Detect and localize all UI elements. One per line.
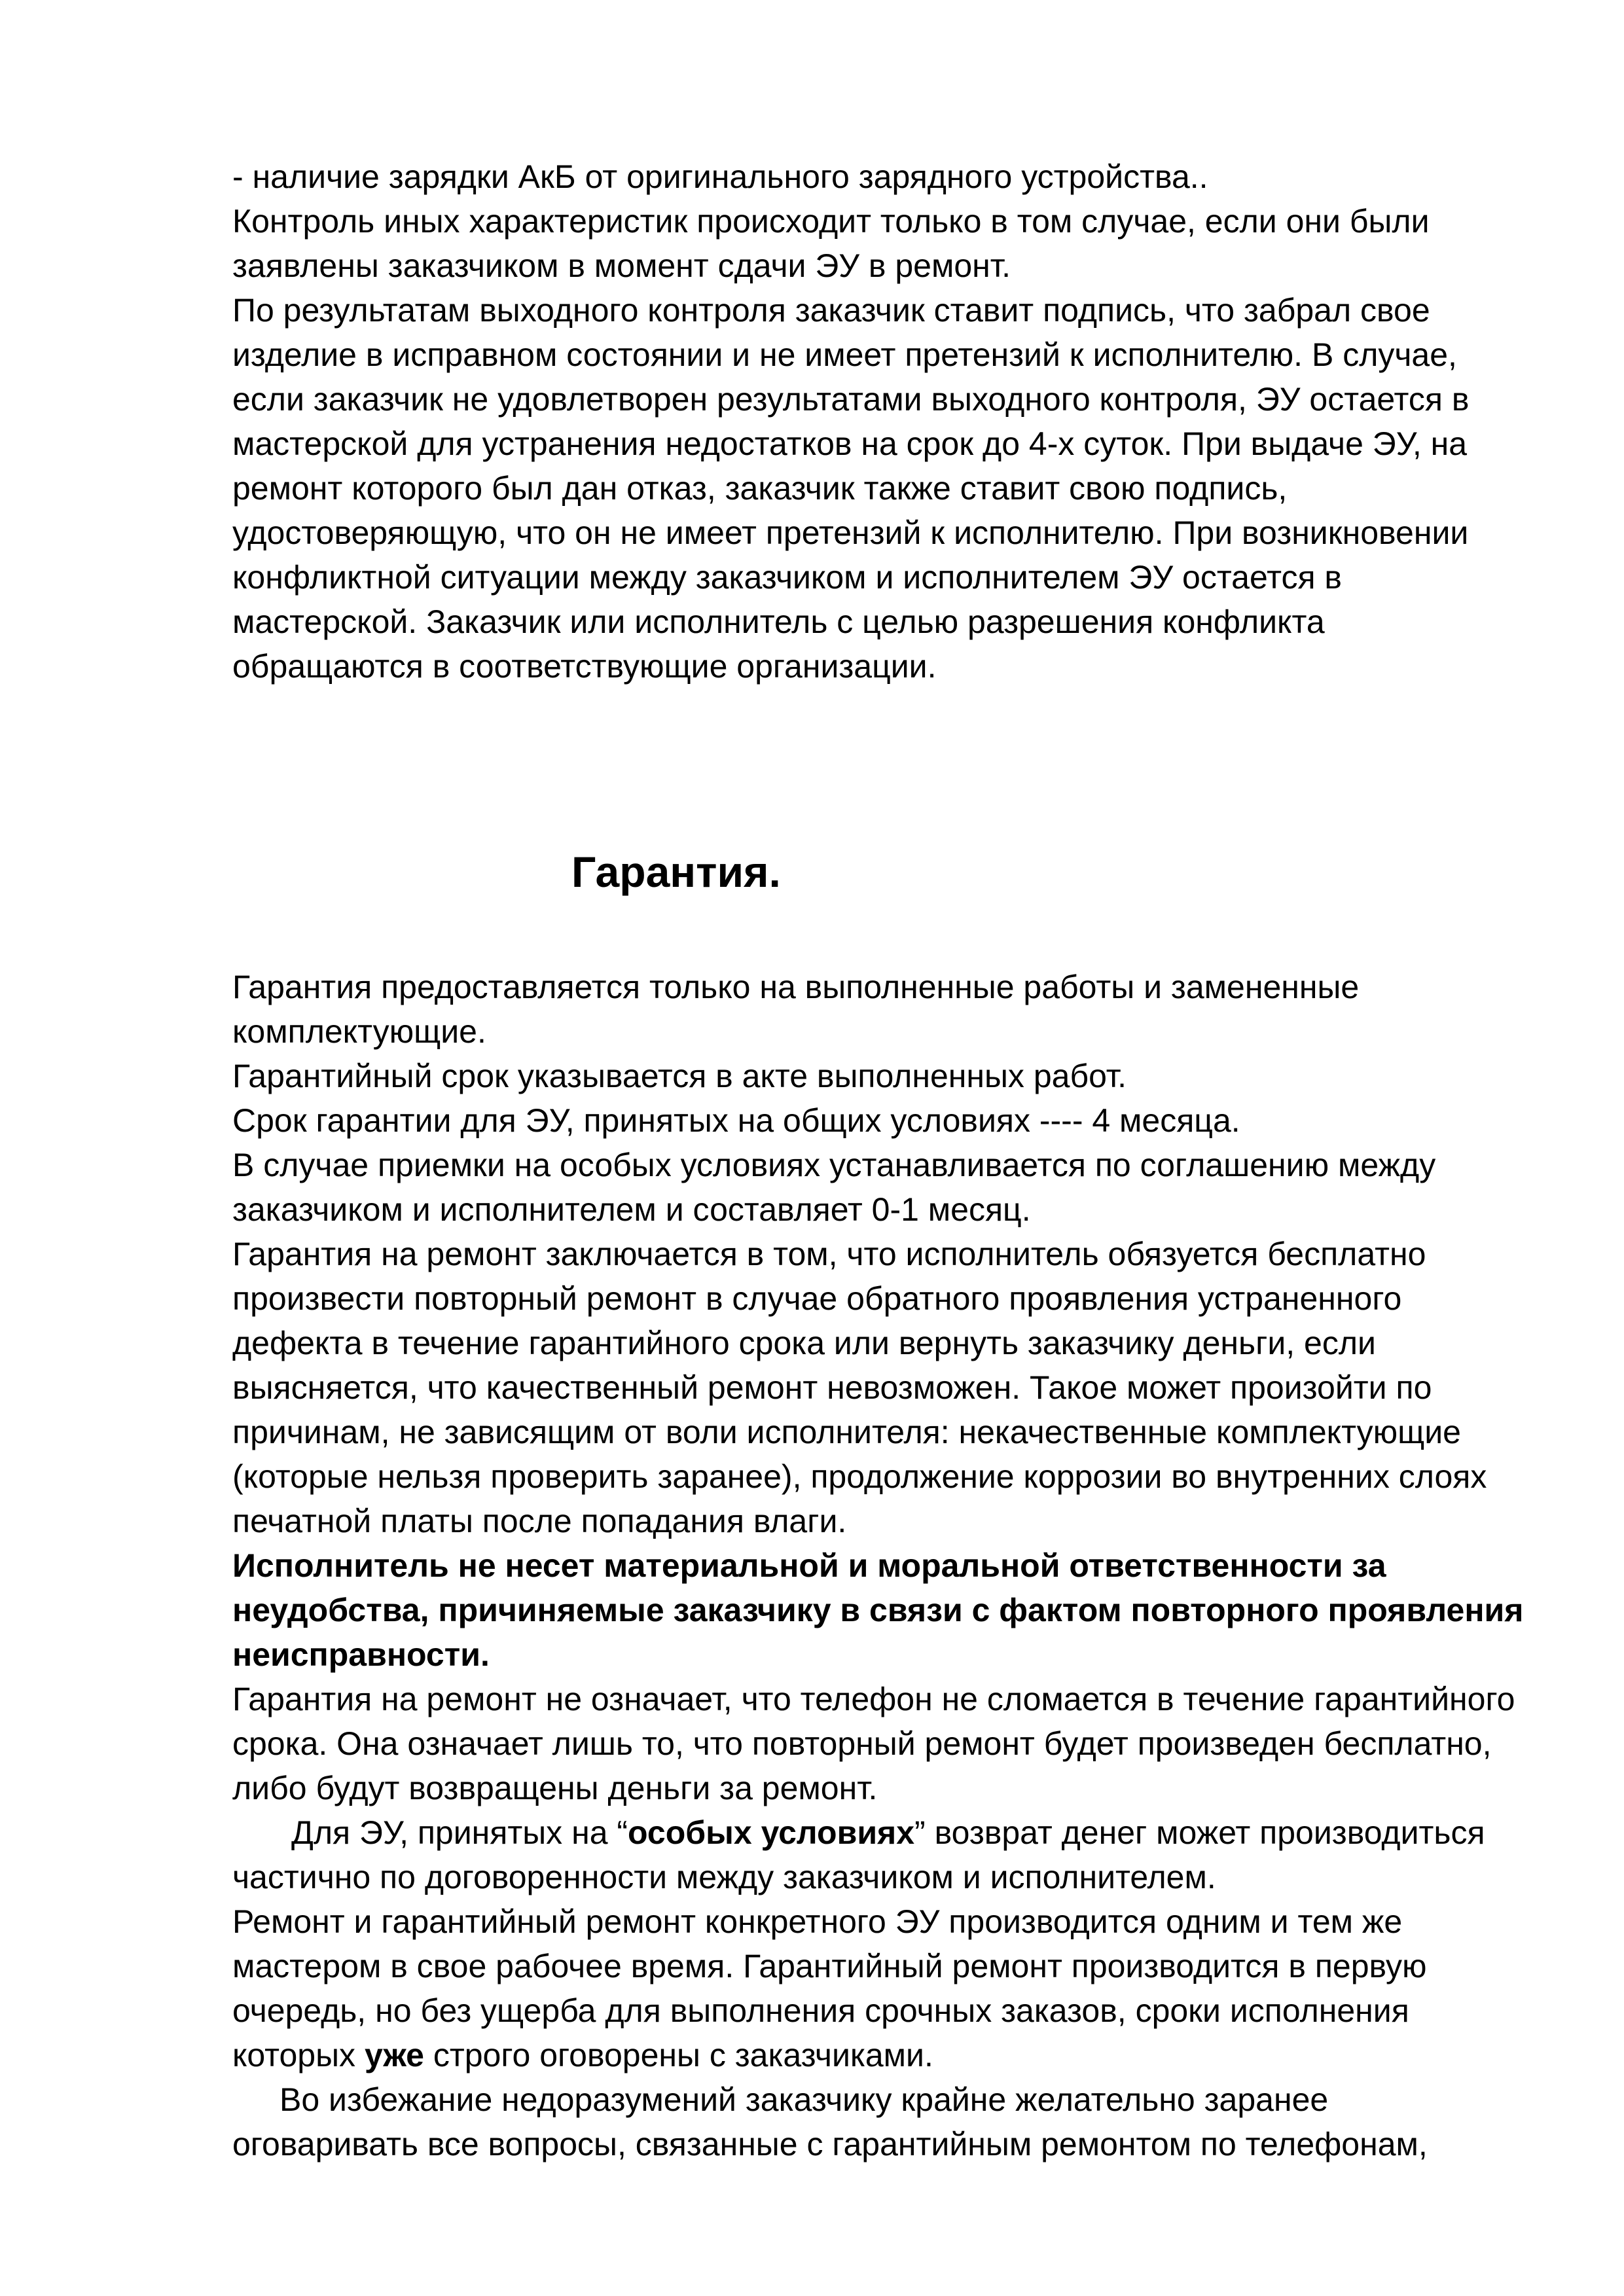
text-segment: Гарантия на ремонт заключается в том, что исполнитель обязуется бесплатно <box>232 1236 1426 1272</box>
text-line <box>232 1810 1485 1855</box>
text-segment: мастерской для устранения недостатков на срок до 4-х суток. При выдаче ЭУ, на <box>232 425 1468 462</box>
text-segment: дефекта в течение гарантийного срока или вернуть заказчику деньги, если <box>232 1325 1376 1361</box>
text-segment: произвести повторный ремонт в случае обратного проявления устраненного <box>232 1280 1402 1317</box>
text-line <box>232 199 1476 243</box>
text-segment: (которые нельзя проверить заранее), продолжение коррозии во внутренних слоях <box>232 1458 1487 1495</box>
text-line <box>232 965 1476 1009</box>
text-line <box>232 1899 1476 1944</box>
text-line <box>232 1232 1476 1276</box>
text-line <box>232 1588 1524 1632</box>
text-line <box>232 644 1476 689</box>
text-line <box>232 1276 1476 1321</box>
text-segment: конфликтной ситуации между заказчиком и исполнителем ЭУ остается в <box>232 559 1342 596</box>
text-segment: оговаривать все вопросы, связанные с гарантийным ремонтом по телефонам, <box>232 2126 1428 2162</box>
text-line <box>232 2077 1476 2122</box>
text-segment: печатной платы после попадания влаги. <box>232 1503 847 1539</box>
text-line <box>232 1499 1476 1543</box>
text-segment: очередь, но без ущерба для выполнения срочных заказов, сроки исполнения <box>232 1992 1409 2029</box>
text-segment: изделие в исправном состоянии и не имеет претензий к исполнителю. В случае, <box>232 336 1457 373</box>
text-line <box>232 243 1476 288</box>
bold-text-segment: особых условиях <box>628 1814 915 1851</box>
text-line <box>232 1766 1476 1810</box>
text-segment: частично по договоренности между заказчиком и исполнителем. <box>232 1859 1216 1895</box>
text-line <box>232 1054 1476 1098</box>
text-line <box>232 555 1476 600</box>
text-line <box>232 511 1476 555</box>
text-segment: Гарантия на ремонт не означает, что телефон не сломается в течение гарантийного <box>232 1681 1515 1717</box>
text-line <box>232 1632 1476 1677</box>
text-segment: если заказчик не удовлетворен результатами выходного контроля, ЭУ остается в <box>232 381 1470 418</box>
text-line <box>232 466 1476 511</box>
text-line <box>232 1410 1476 1454</box>
text-segment: либо будут возвращены деньги за ремонт. <box>232 1770 878 1806</box>
text-segment: мастером в свое рабочее время. Гарантийный ремонт производится в первую <box>232 1948 1427 1984</box>
text-segment: обращаются в соответствующие организации. <box>232 648 937 685</box>
text-line <box>232 332 1476 377</box>
text-line <box>232 1187 1476 1232</box>
text-line <box>232 1543 1476 1588</box>
text-segment: удостоверяющую, что он не имеет претензий к исполнителю. При возникновении <box>232 514 1469 551</box>
text-segment: - наличие зарядки АкБ от оригинального зарядного устройства.. <box>232 158 1208 195</box>
bold-text-segment: Исполнитель не несет материальной и моральной ответственности за <box>232 1547 1386 1584</box>
text-line <box>232 2122 1476 2166</box>
text-segment: Срок гарантии для ЭУ, принятых на общих условиях ---- 4 месяца. <box>232 1102 1240 1139</box>
text-segment: которых <box>232 2037 365 2073</box>
text-line <box>232 1365 1476 1410</box>
text-line <box>232 600 1476 644</box>
text-segment: Контроль иных характеристик происходит только в том случае, если они были <box>232 203 1430 240</box>
bold-text-segment: неисправности. <box>232 1636 490 1673</box>
bold-text-segment: неудобства, причиняемые заказчику в связи с фактом повторного проявления <box>232 1592 1524 1628</box>
text-line <box>232 1944 1476 1988</box>
text-segment: В случае приемки на особых условиях устанавливается по соглашению между <box>232 1147 1436 1183</box>
text-segment: строго оговорены с заказчиками. <box>424 2037 933 2073</box>
text-segment: По результатам выходного контроля заказчик ставит подпись, что забрал свое <box>232 292 1430 329</box>
text-segment: Ремонт и гарантийный ремонт конкретного ЭУ производится одним и тем же <box>232 1903 1403 1940</box>
text-segment: выясняется, что качественный ремонт невозможен. Такое может произойти по <box>232 1369 1432 1406</box>
text-line <box>232 422 1476 466</box>
text-segment: комплектующие. <box>232 1013 486 1050</box>
text-line <box>232 1098 1476 1143</box>
text-line <box>232 154 1476 199</box>
text-line <box>232 1321 1476 1365</box>
text-segment: Для ЭУ, принятых на “ <box>291 1814 628 1851</box>
text-line <box>232 1009 1476 1054</box>
document-content <box>232 154 1524 2166</box>
text-segment: ” возврат денег может производиться <box>914 1814 1485 1851</box>
text-line <box>232 1721 1492 1766</box>
text-segment: Гарантийный срок указывается в акте выполненных работ. <box>232 1058 1127 1094</box>
text-segment: причинам, не зависящим от воли исполнителя: некачественные комплектующие <box>232 1414 1461 1450</box>
text-line <box>232 1677 1515 1721</box>
text-line <box>232 1143 1476 1187</box>
text-line <box>232 1454 1487 1499</box>
text-line <box>232 377 1476 422</box>
text-line <box>232 288 1476 332</box>
text-line <box>232 1988 1476 2033</box>
text-segment: Гарантия предоставляется только на выполненные работы и замененные <box>232 969 1360 1005</box>
text-segment: заказчиком и исполнителем и составляет 0-1 месяц. <box>232 1191 1031 1228</box>
text-segment: срока. Она означает лишь то, что повторный ремонт будет произведен бесплатно, <box>232 1725 1492 1762</box>
text-line <box>232 1855 1476 1899</box>
section-heading: Гарантия. <box>571 848 781 896</box>
bold-text-segment: уже <box>364 2037 424 2073</box>
text-segment: мастерской. Заказчик или исполнитель с целью разрешения конфликта <box>232 603 1325 640</box>
text-segment: Во избежание недоразумений заказчику крайне желательно заранее <box>280 2081 1329 2118</box>
text-segment: ремонт которого был дан отказ, заказчик также ставит свою подпись, <box>232 470 1288 507</box>
text-segment: заявлены заказчиком в момент сдачи ЭУ в ремонт. <box>232 247 1011 284</box>
text-line <box>232 2033 1476 2077</box>
